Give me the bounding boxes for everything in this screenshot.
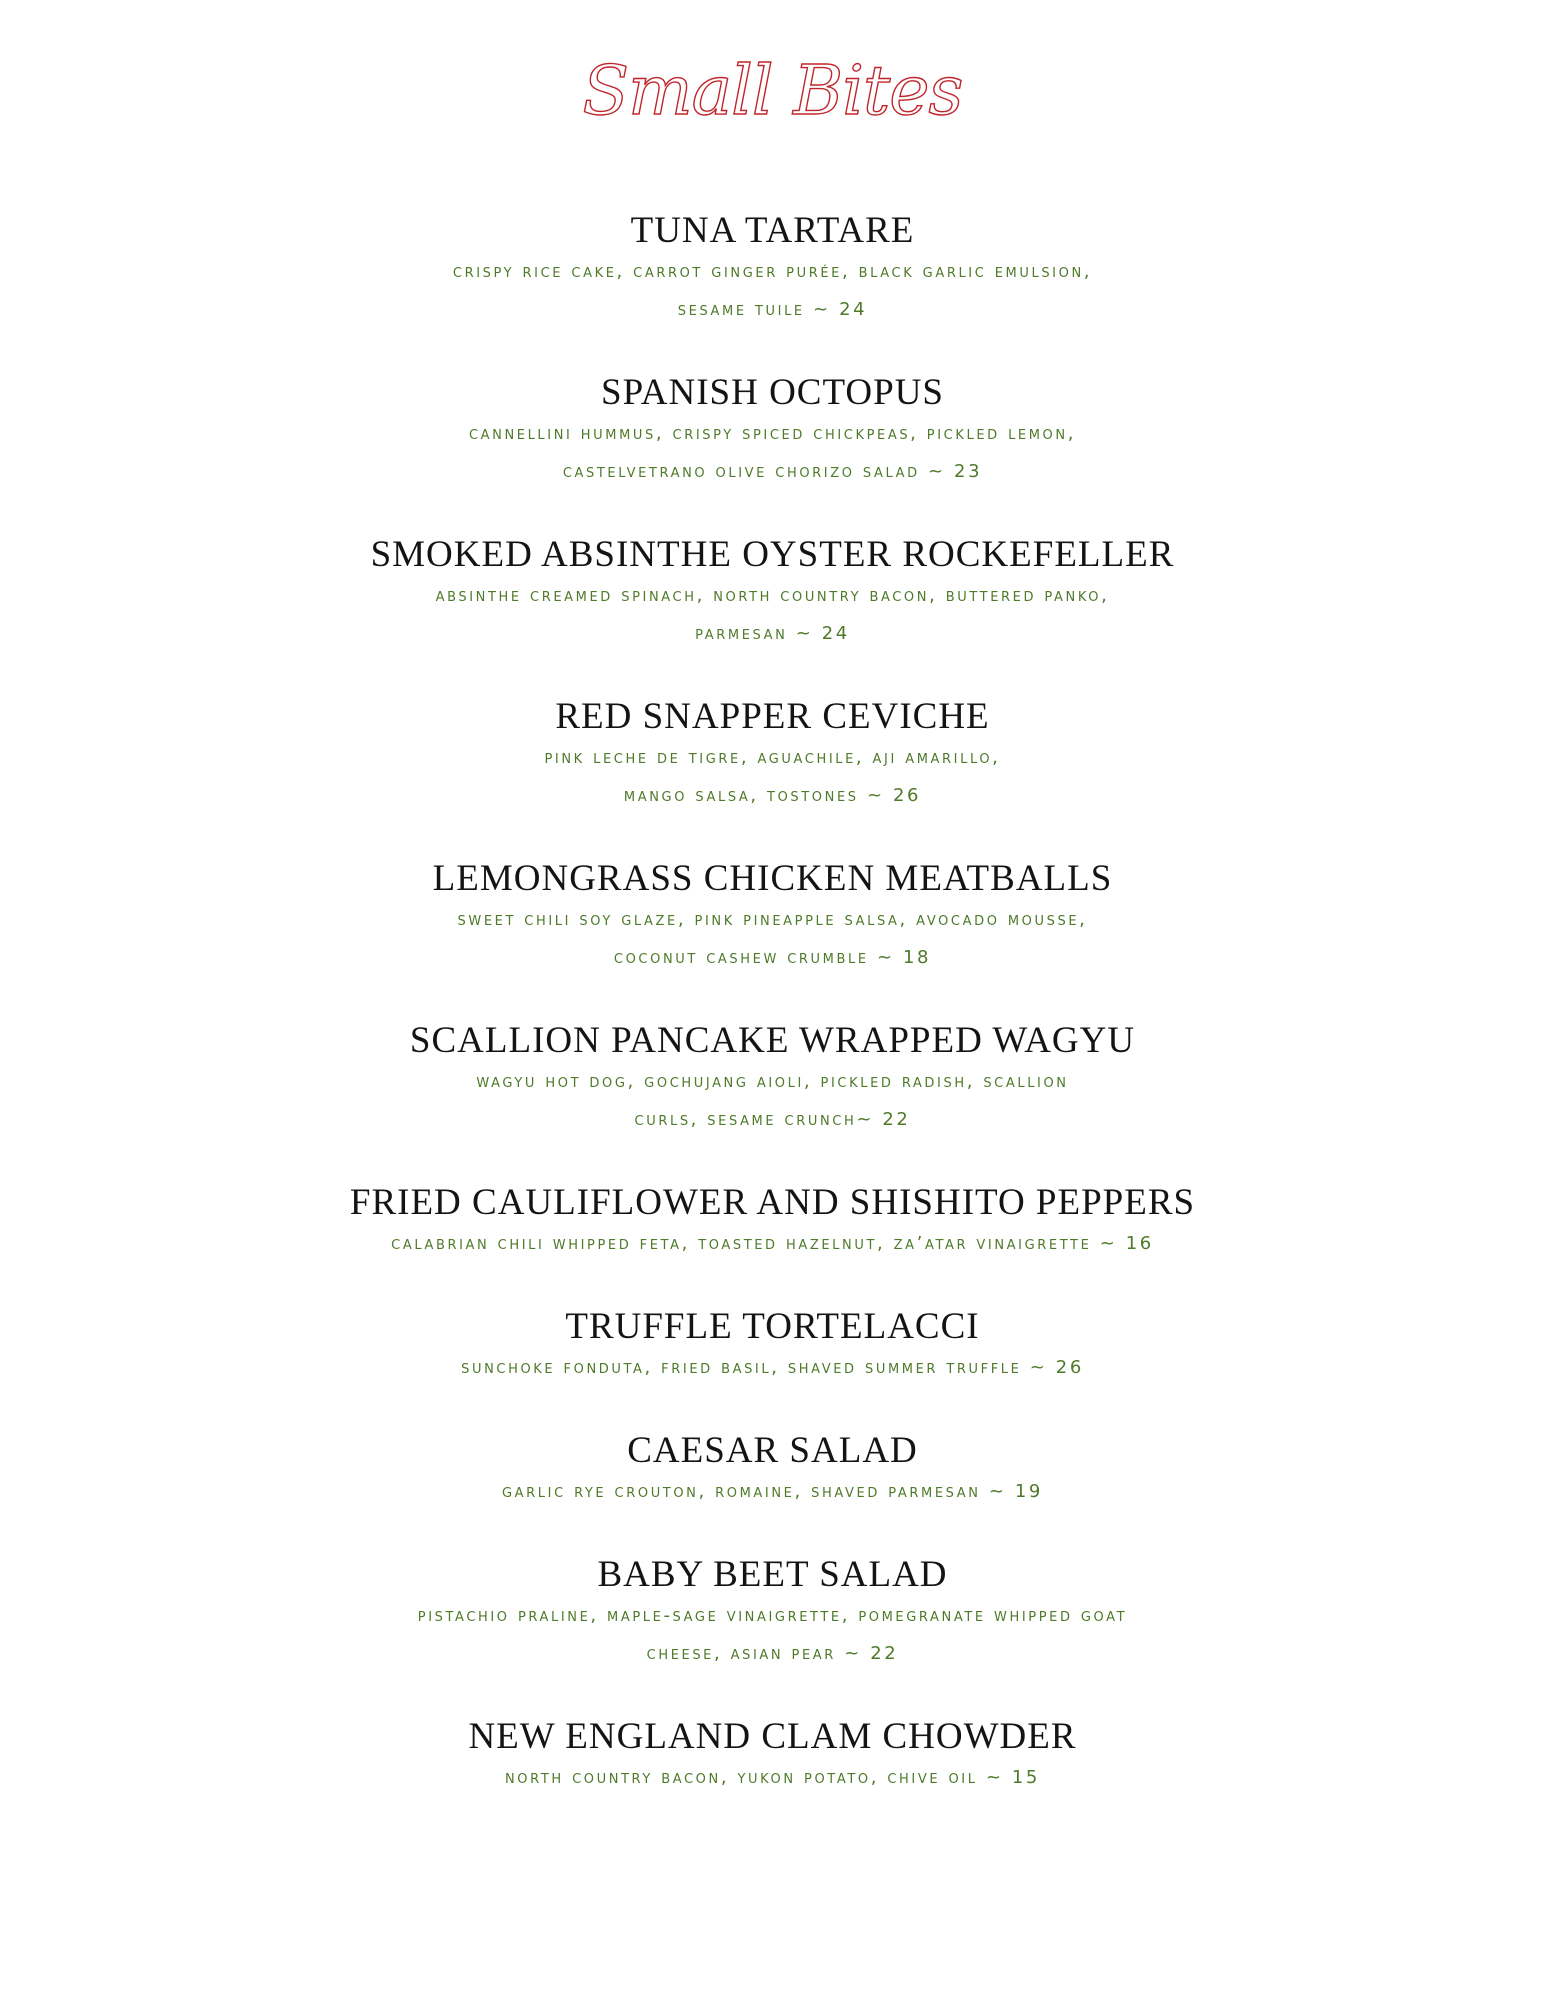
menu-item-name: BABY BEET SALAD: [597, 1554, 948, 1595]
menu-item-list: [0, 212, 1545, 1842]
menu-item-name: CAESAR SALAD: [627, 1430, 918, 1471]
menu-item-description-line: castelvetrano olive chorizo salad ~ 23: [562, 461, 983, 482]
menu-item-description-line: calabrian chili whipped feta, toasted hazelnut, za’atar vinaigrette ~ 16: [391, 1233, 1154, 1254]
menu-item-name: FRIED CAULIFLOWER AND SHISHITO PEPPERS: [349, 1182, 1196, 1223]
menu-item-description-line: north country bacon, yukon potato, chive oil ~ 15: [504, 1767, 1040, 1788]
menu-item: [0, 212, 1545, 325]
menu-item-description-line: coconut cashew crumble ~ 18: [613, 947, 932, 968]
menu-item: [0, 698, 1545, 811]
menu-item: [0, 1184, 1545, 1259]
menu-item-name: NEW ENGLAND CLAM CHOWDER: [468, 1716, 1077, 1757]
menu-item-description-line: wagyu hot dog, gochujang aioli, pickled radish, scallion: [476, 1071, 1069, 1092]
menu-item: [0, 860, 1545, 973]
menu-item-description-line: crispy rice cake, carrot ginger purée, black garlic emulsion,: [452, 261, 1093, 282]
menu-item: [0, 1022, 1545, 1135]
menu-item-name: RED SNAPPER CEVICHE: [555, 696, 990, 737]
menu-item: [0, 536, 1545, 649]
menu-item-name: SMOKED ABSINTHE OYSTER ROCKEFELLER: [370, 534, 1175, 575]
menu-item-description-line: cheese, asian pear ~ 22: [646, 1643, 899, 1664]
menu-item-description-line: mango salsa, tostones ~ 26: [623, 785, 922, 806]
menu-item: [0, 1556, 1545, 1669]
menu-item-description-line: sweet chili soy glaze, pink pineapple salsa, avocado mousse,: [457, 909, 1088, 930]
menu-item-name: SCALLION PANCAKE WRAPPED WAGYU: [409, 1020, 1136, 1061]
menu-item-description-line: sesame tuile ~ 24: [677, 299, 868, 320]
menu-item-description-line: pistachio praline, maple-sage vinaigrette, pomegranate whipped goat: [417, 1605, 1128, 1626]
menu-item-description-line: absinthe creamed spinach, north country bacon, buttered panko,: [435, 585, 1110, 606]
menu-item: [0, 1718, 1545, 1793]
menu-item-description-line: cannellini hummus, crispy spiced chickpeas, pickled lemon,: [468, 423, 1077, 444]
menu-section-title: Small Bites: [582, 52, 963, 131]
menu-item-name: TUNA TARTARE: [630, 210, 915, 251]
menu-item-description-line: pink leche de tigre, aguachile, aji amarillo,: [544, 747, 1001, 768]
menu-item-name: SPANISH OCTOPUS: [601, 372, 944, 413]
menu-item: [0, 374, 1545, 487]
menu-item-description-line: parmesan ~ 24: [695, 623, 850, 644]
menu-item-description-line: sunchoke fonduta, fried basil, shaved summer truffle ~ 26: [461, 1357, 1084, 1378]
menu-item-description-line: garlic rye crouton, romaine, shaved parmesan ~ 19: [502, 1481, 1043, 1502]
menu-item: [0, 1432, 1545, 1507]
menu-item-name: TRUFFLE TORTELACCI: [565, 1306, 980, 1347]
menu-item-description-line: curls, sesame crunch~ 22: [634, 1109, 911, 1130]
menu-item: [0, 1308, 1545, 1383]
menu-item-name: LEMONGRASS CHICKEN MEATBALLS: [432, 858, 1113, 899]
